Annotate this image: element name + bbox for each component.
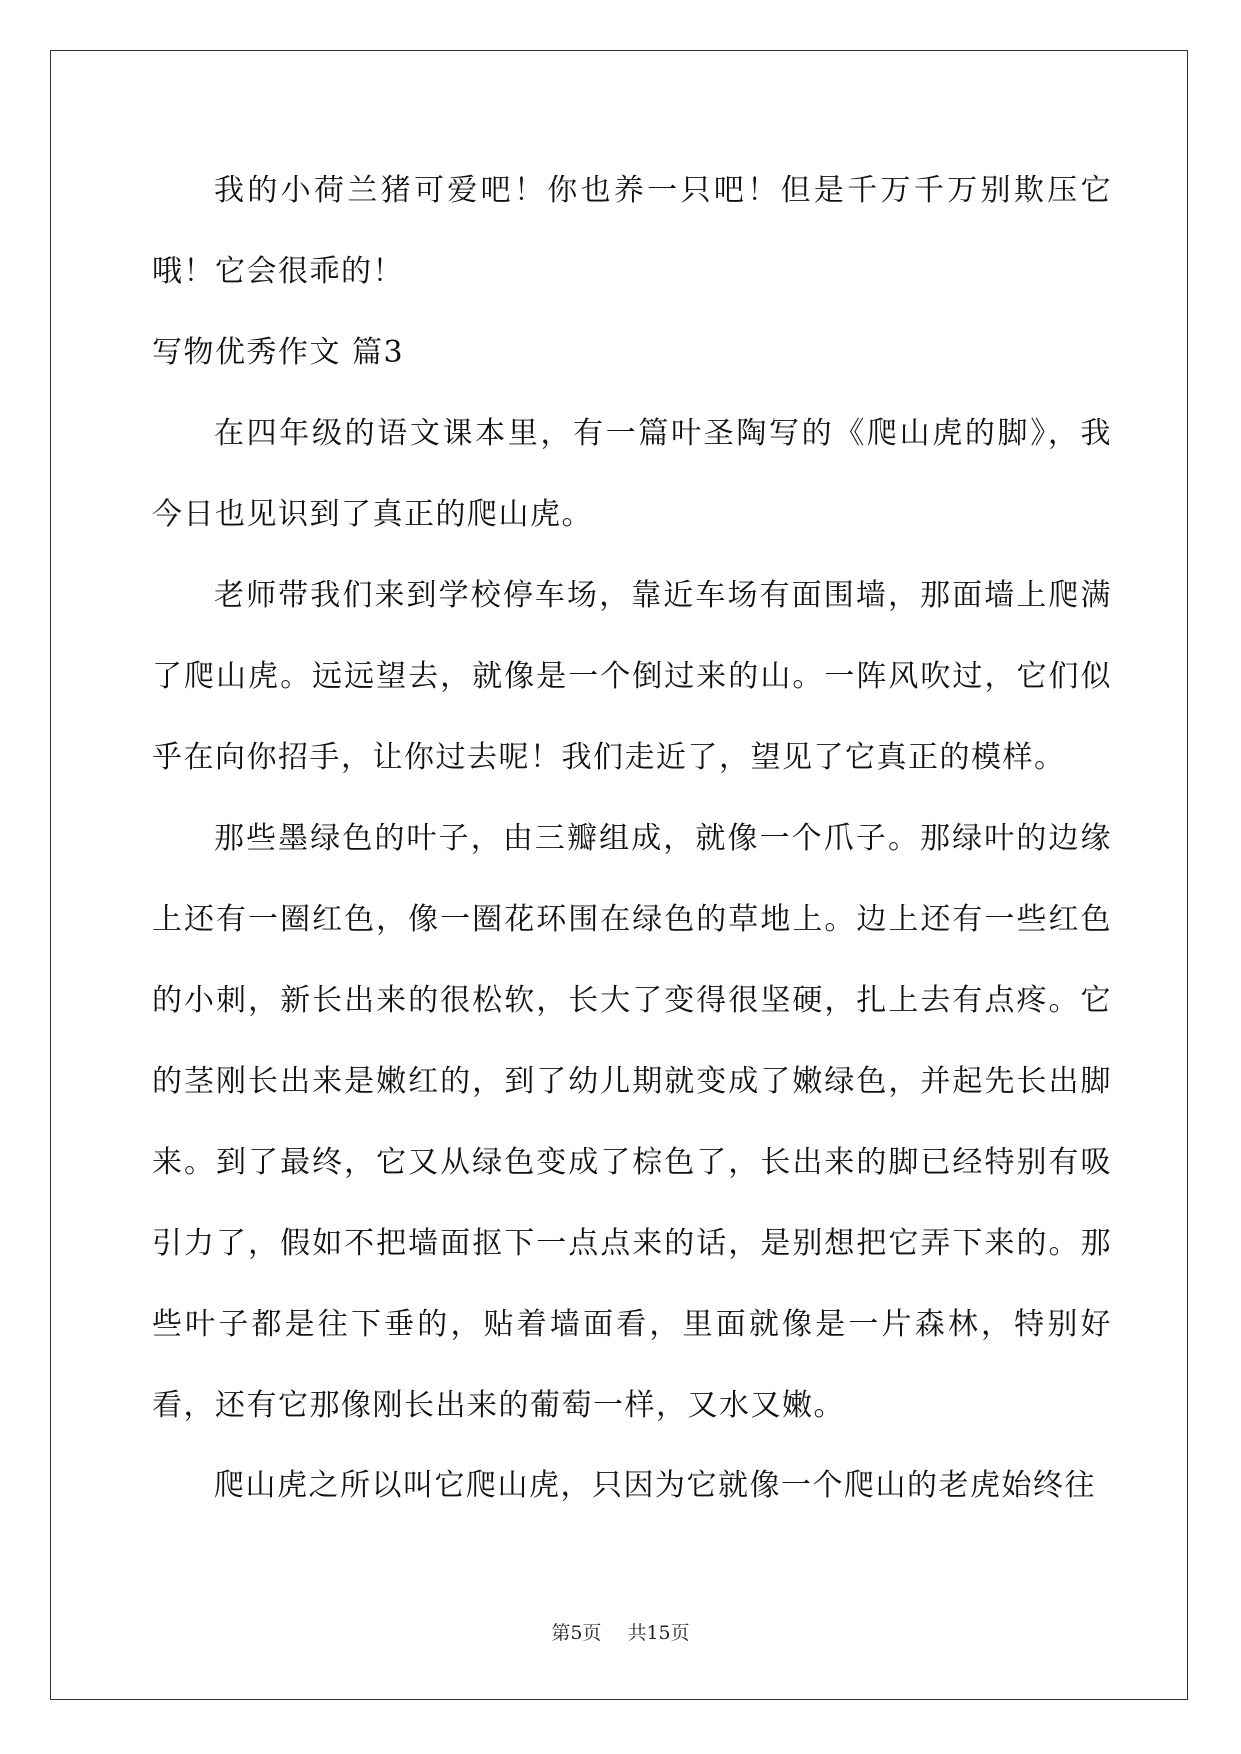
paragraph-5: 爬山虎之所以叫它爬山虎，只因为它就像一个爬山的老虎始终往 (214, 1468, 1096, 1503)
page-total: 共15页 (627, 1622, 690, 1644)
page-number: 第5页 (551, 1622, 602, 1644)
paragraph-3: 老师带我们来到学校停车场，靠近车场有面围墙，那面墙上爬满了爬山虎。远远望去，就像是一个倒过来的山。一阵风吹过，它们似乎在向你招手，让你过去呢！我们走近了，望见了它真正的模样。 (152, 578, 1112, 775)
paragraph-2: 在四年级的语文课本里，有一篇叶圣陶写的《爬山虎的脚》，我今日也见识到了真正的爬山虎。 (152, 416, 1112, 532)
page-footer (0, 1618, 1241, 1645)
paragraph-4: 那些墨绿色的叶子，由三瓣组成，就像一个爪子。那绿叶的边缘上还有一圈红色，像一圈花环围在绿色的草地上。边上还有一些红色的小刺，新长出来的很松软，长大了变得很坚硬，扎上去有点疼。它的茎刚长出来是嫩红的，到了幼儿期就变成了嫩绿色，并起先长出脚来。到了最终，它又从绿色变成了棕色了，长出来的脚已经特别有吸引力了，假如不把墙面抠下一点点来的话，是别想把它弄下来的。那些叶子都是往下垂的，贴着墙面看，里面就像是一片森林，特别好看，还有它那像刚长出来的葡萄一样，又水又嫩。 (152, 821, 1112, 1423)
section-heading: 写物优秀作文 篇3 (152, 335, 405, 370)
paragraph-1: 我的小荷兰猪可爱吧！你也养一只吧！但是千万千万别欺压它哦！它会很乖的！ (152, 173, 1112, 289)
